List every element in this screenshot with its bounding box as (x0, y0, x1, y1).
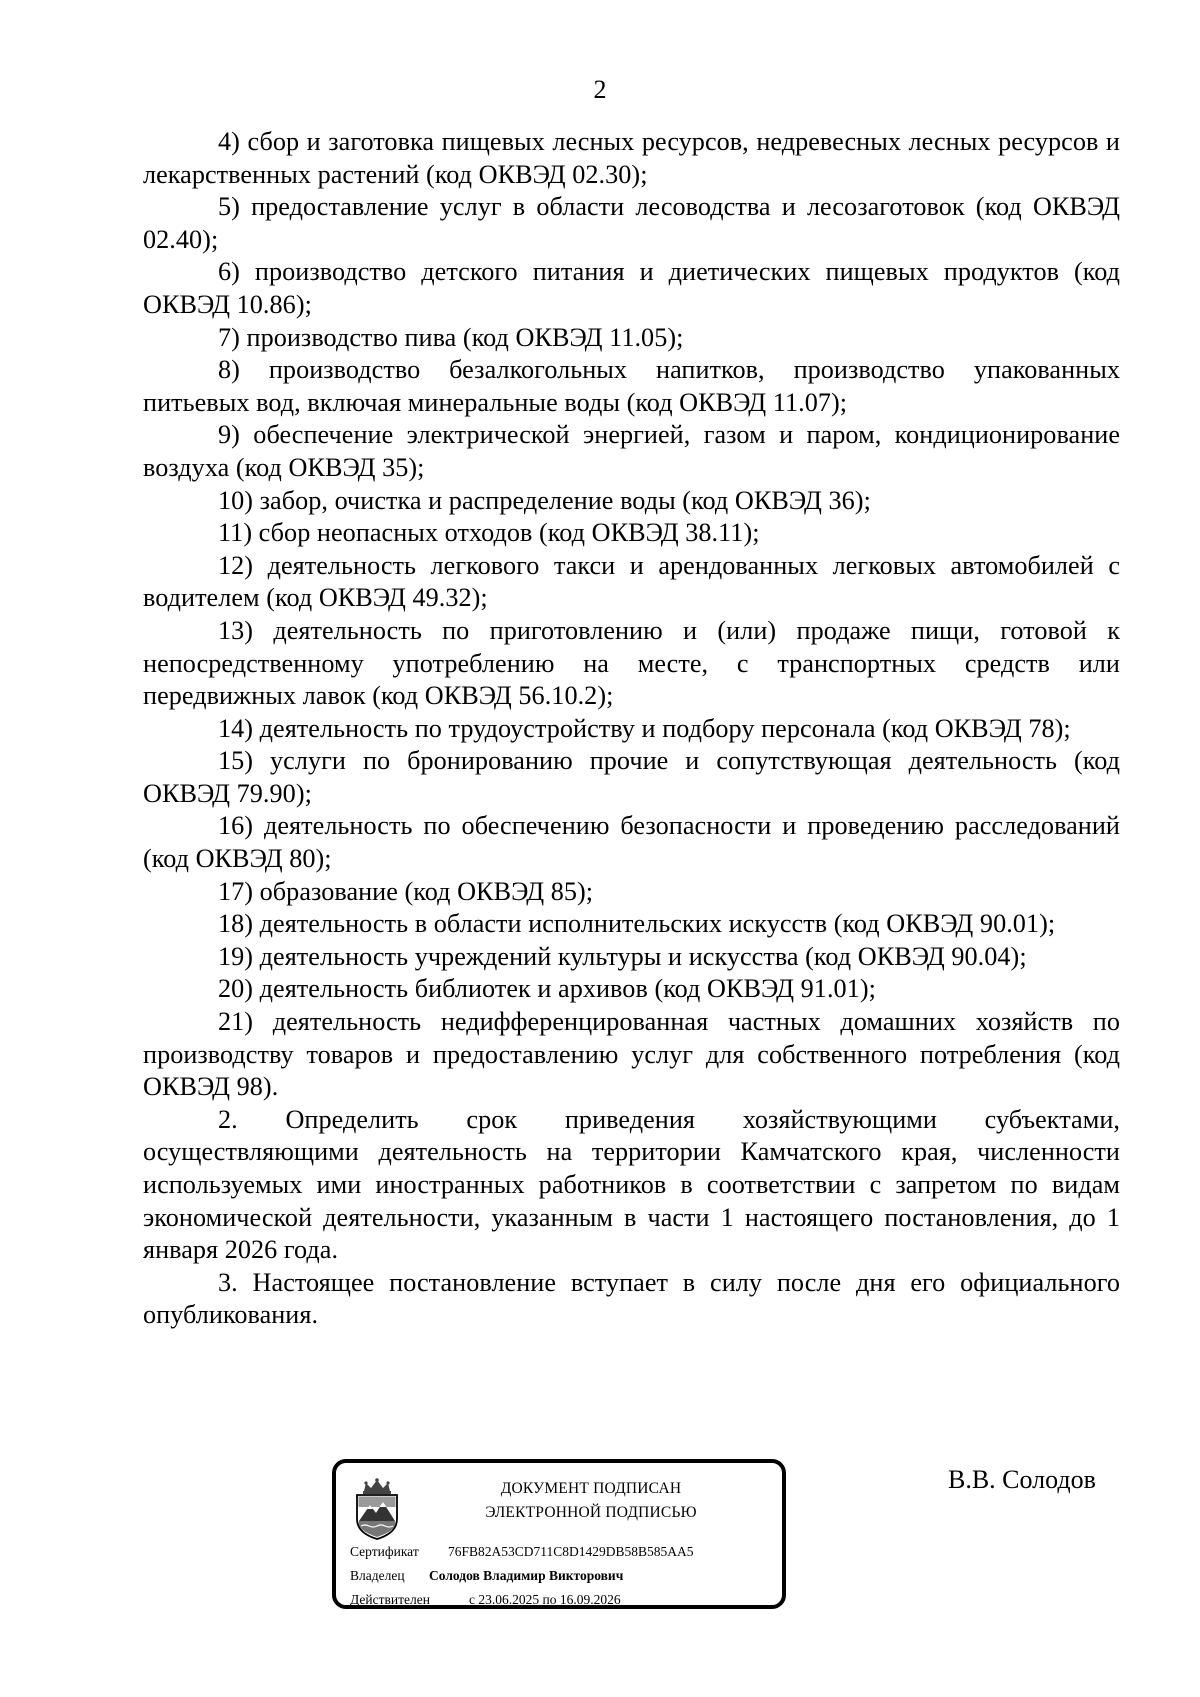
list-item-18: 18) деятельность в области исполнительских искусств (код ОКВЭД 90.01); (218, 909, 1056, 939)
list-item-4: 4) сбор и заготовка пищевых лесных ресурсов, недревесных лесных ресурсов и лекарственных растений (код ОКВЭД 02.30); (143, 127, 1120, 189)
stamp-validity-row (350, 1591, 621, 1609)
owner-value: Солодов Владимир Викторович (429, 1568, 624, 1583)
electronic-signature-stamp (332, 1459, 786, 1609)
stamp-header-line-2: ЭЛЕКТРОННОЙ ПОДПИСЬЮ (485, 1504, 697, 1521)
list-item-5: 5) предоставление услуг в области лесоводства и лесозаготовок (код ОКВЭД 02.40); (143, 192, 1120, 254)
list-item-7: 7) производство пива (код ОКВЭД 11.05); (218, 322, 684, 352)
list-item-11: 11) сбор неопасных отходов (код ОКВЭД 38.11); (218, 518, 760, 548)
signer-name: В.В. Солодов (948, 1465, 1096, 1494)
validity-label: Действителен (350, 1592, 430, 1607)
list-item-8: 8) производство безалкогольных напитков, производство упакованных питьевых вод, включая минеральные воды (код ОКВЭД 11.07); (143, 355, 1120, 417)
certificate-value: 76FB82A53CD711C8D1429DB58B585AA5 (448, 1544, 694, 1559)
list-item-14: 14) деятельность по трудоустройству и подбору персонала (код ОКВЭД 78); (218, 713, 1071, 743)
list-item-20: 20) деятельность библиотек и архивов (код ОКВЭД 91.01); (218, 974, 876, 1004)
stamp-certificate-row (350, 1543, 694, 1561)
validity-value: с 23.06.2025 по 16.09.2026 (469, 1592, 621, 1607)
list-item-16: 16) деятельность по обеспечению безопасности и проведению расследований (код ОКВЭД 80); (143, 811, 1120, 874)
stamp-header (406, 1477, 776, 1525)
list-item-21: 21) деятельность недифференцированная частных домашних хозяйств по производству товаров и предоставлению услуг для собственного потребления (код ОКВЭД 98). (143, 1007, 1120, 1102)
list-item-13: 13) деятельность по приготовлению и (или) продаже пищи, готовой к непосредственному употреблению на месте, с транспортных средств или передвижных лавок (код ОКВЭД 56.10.2); (143, 615, 1120, 711)
list-item-17: 17) образование (код ОКВЭД 85); (218, 876, 594, 906)
owner-label: Владелец (350, 1568, 405, 1583)
list-item-10: 10) забор, очистка и распределение воды (код ОКВЭД 36); (218, 485, 871, 515)
list-item-6: 6) производство детского питания и диетических пищевых продуктов (код ОКВЭД 10.86); (143, 257, 1120, 319)
clause-3: 3. Настоящее постановление вступает в силу после дня его официального опубликования. (143, 1267, 1120, 1330)
kamchatka-coat-of-arms-icon (352, 1477, 402, 1541)
stamp-header-line-1: ДОКУМЕНТ ПОДПИСАН (500, 1480, 682, 1497)
list-item-9: 9) обеспечение электрической энергией, газом и паром, кондиционирование воздуха (код ОКВЭД 35); (143, 420, 1120, 482)
clause-2: 2. Определить срок приведения хозяйствующими субъектами, осуществляющими деятельность на территории Камчатского края, численности используемых ими иностранных работников в соответствии с запретом по видам экономической деятельности, указанным в части 1 настоящего постановления, до 1 января 2026 года. (143, 1104, 1120, 1265)
list-item-12: 12) деятельность легкового такси и арендованных легковых автомобилей с водителем (код ОКВЭД 49.32); (143, 550, 1120, 613)
document-body (143, 126, 1120, 1332)
stamp-owner-row (350, 1567, 623, 1585)
list-item-19: 19) деятельность учреждений культуры и искусства (код ОКВЭД 90.04); (218, 941, 1027, 971)
page-number: 2 (593, 75, 607, 104)
list-item-15: 15) услуги по бронированию прочие и сопутствующая деятельность (код ОКВЭД 79.90); (143, 746, 1120, 808)
certificate-label: Сертификат (350, 1544, 419, 1559)
